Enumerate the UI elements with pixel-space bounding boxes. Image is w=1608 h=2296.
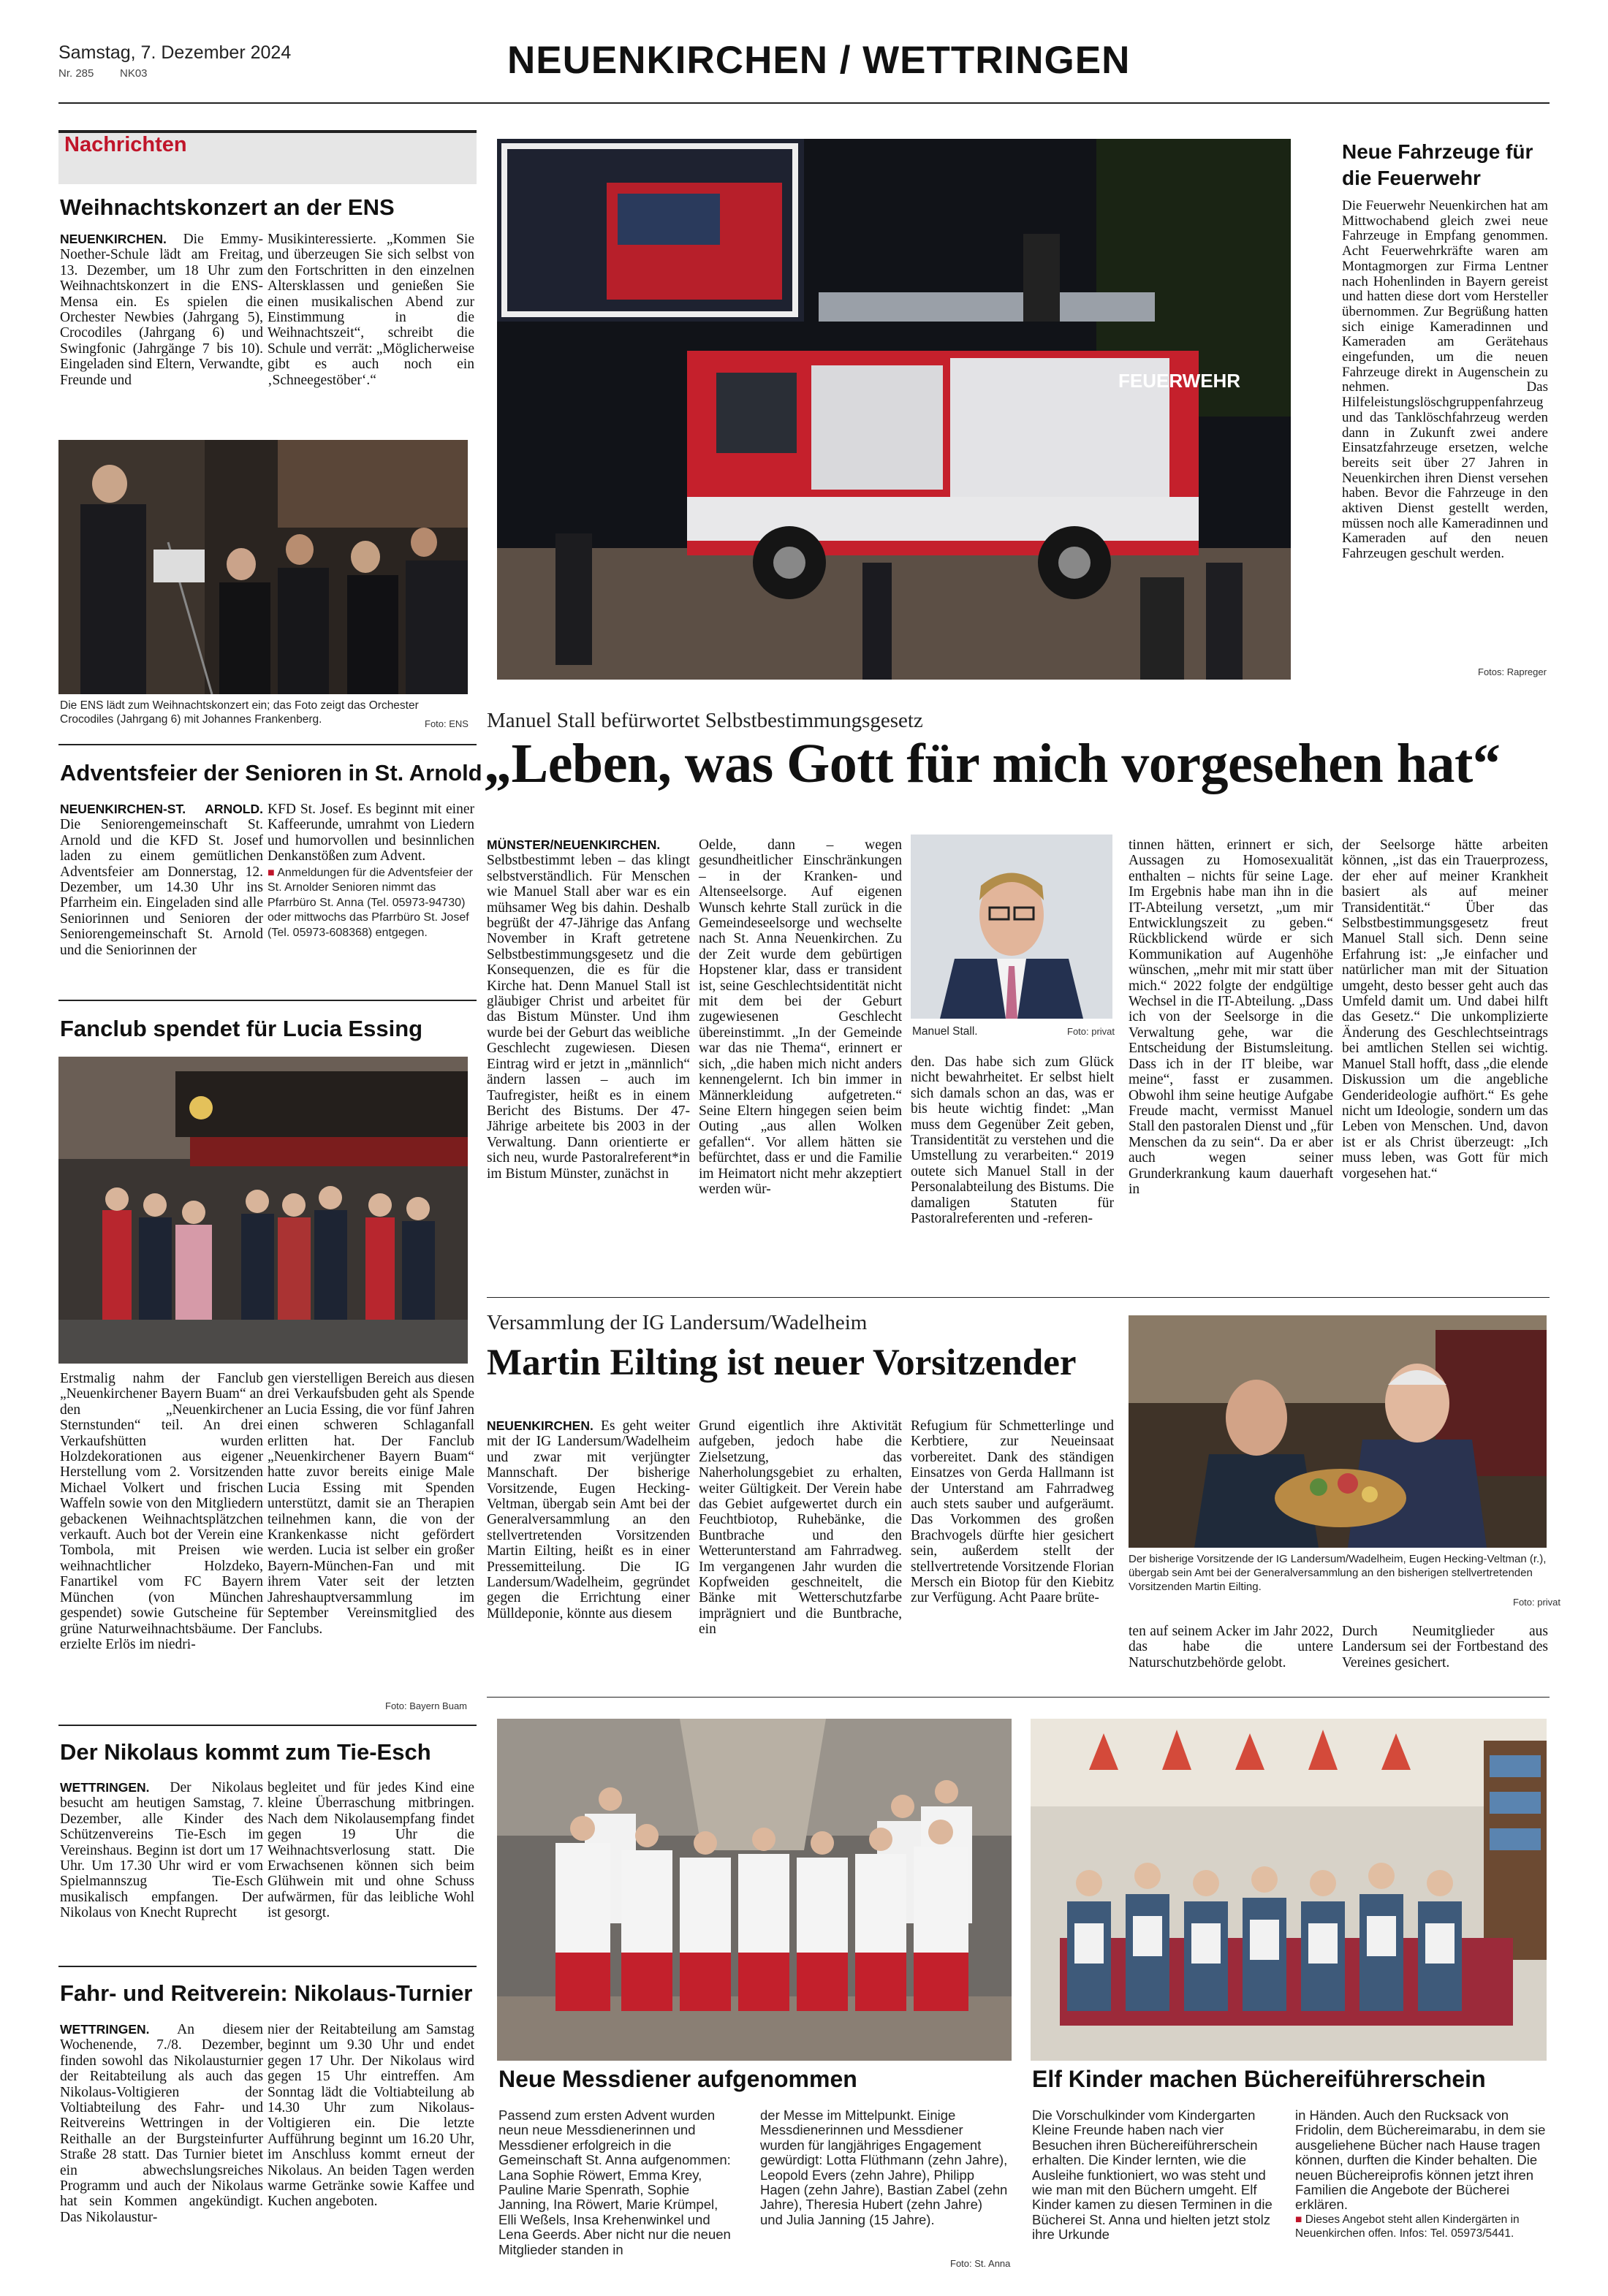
eilting-text-col5: Durch Neumitglieder aus Landersum sei der Fortbestand des Vereines gesichert.: [1342, 1624, 1548, 1670]
manuel-stall-portrait: [911, 835, 1112, 1019]
header-issue: Nr. 285: [58, 67, 94, 80]
main-kicker: Manuel Stall befürwortet Selbstbestimmungsgesetz: [487, 709, 923, 732]
buecherei-note: Dieses Angebot steht allen Kindergärten in Neuenkirchen offen. Infos: Tel. 05973/5441.: [1295, 2213, 1520, 2240]
messdiener-credit: Foto: St. Anna: [950, 2258, 1011, 2269]
feuerwehr-text: Die Feuerwehr Neuenkirchen hat am Mittwochabend gleich zwei neue Fahrzeuge in Empfang genommen. Acht Feuerwehrkräfte waren am Montagmorgen zur Firma Lentner nach Hohenlinden in Bayern gereist und hatten diese dort vom Hersteller übernommen. Zur Begrüßung hatten sich einige Kameradinnen und Kameraden am Gerätehaus eingefunden, um die neuen Fahrzeuge direkt in Augenschein zu nehmen. Das Hilfeleistungslöschgruppenfahrzeug und das Tanklöschfahrzeug werden dann in Zukunft zwei andere Einsatzfahrzeuge ersetzen, welche bereits seit über 27 Jahren in Neuenkirchen ihren Dienst versehen haben. Bevor die Fahrzeuge in den aktiven Dienst gestellt werden, müssen noch alle Kameradinnen und Kameraden auf den neuen Fahrzeugen geschult werden.: [1342, 198, 1548, 562]
main-text-col2: Oelde, dann – wegen gesundheitlicher Einschränkungen – in der Kranken- und Altenseelsorge. Auf eigenen Wunsch kehrte Stall zurück in die Gemeindeseelsorge und wechselte nach St. Anna Neuenkirchen. Zu der Zeit wurde dem gebürtigen Hopstener klar, dass er transident ist, seine Geschlechtsidentität nicht mit dem bei der Geburt zugewiesenen Geschlecht übereinstimmt. „In der Gemeinde war das nie Thema“, erinnert er sich, „die haben mich nicht anders kennengelernt. Ich bin immer in Männerkleidung aufgetreten.“ Seine Eltern hingegen seien beim Outing „aus allen Wolken gefallen“. Vor allem hätten sie befürchtet, dass er und die Familie im Heimatort nicht mehr akzeptiert werden wür-: [699, 837, 902, 1197]
main-text-col1: MÜNSTER/NEUENKIRCHEN. Selbstbestimmt leben – das klingt selbstverständlich. Für Menschen wie Manuel Stall aber war es ein mühsamer Weg bis dahin. Deshalb begrüßt der 47-Jährige das Anfang November in Kraft getretene Selbstbestimmungsgesetz und die Konsequenzen, die es für die Kirche hat. Denn Manuel Stall ist gläubiger Christ und arbeitet für das Bistum Münster. Und ihm wurde bei der Geburt das weibliche Geschlecht zugewiesen. Diesen Eintrag wird er jetzt in „männlich“ ändern lassen – auch im Taufregister, heißt es in einem Bericht des Bistums. Der 47-Jährige arbeitete bis 2003 in der Verwaltung. Dann orientierte er sich neu, wurde Pastoralreferent*in im Bistum Münster, zunächst in: [487, 837, 690, 1182]
fanclub-title: Fanclub spendet für Lucia Essing: [60, 1016, 423, 1041]
buecherei-text-col1: Die Vorschulkinder vom Kindergarten Kleine Freunde haben nach vier Besuchen ihren Büchereiführerschein erhalten. Die Kinder lernten, wie die Ausleihe funktioniert, wo was steht und wie man mit den Büchern umgeht. Elf Kinder kamen zu diesen Terminen in die Bücherei St. Anna und hielten jetzt stolz ihre Urkunde: [1032, 2107, 1273, 2243]
buecherei-photo: [1031, 1719, 1547, 2061]
fanclub-text-col2: gen vierstelligen Bereich aus diesen drei Verkaufsbuden geht als Spende an Lucia Essing, die vor fünf Jahren einen schweren Schlaganfall erlitten hat. Der Fanclub „Neuenkirchener Bayern Buam“ hatte zuvor bereits einige Male Lucia Essing mit Spenden unterstützt, damit sie an Therapien teilnehmen kann, die von der Krankenkasse nicht gefördert werden. Lucia ist selber ein großer Bayern-München-Fan und mit ihrem Vater seit der letzten Jahreshauptversammlung im September Vereinsmitglied des Fanclubs.: [268, 1371, 474, 1637]
header-edition: NK03: [120, 67, 148, 80]
reitverein-text-col1: WETTRINGEN. An diesem Wochenende, 7./8. Dezember, finden sowohl das Nikolausturnier der Reitabteilung als auch das Nikolaus-Voltigieren der Voltiabteilung des Fahr- und Reitvereins Wettringen in der Reithalle an der Burgsteinfurter Straße 28 statt. Das Turnier bietet ein abwechslungsreiches Programm und auch der Nikolaus hat sein Kommen angekündigt. Das Nikolaustur-: [60, 2022, 263, 2225]
sidebar-label: Nachrichten: [64, 133, 187, 156]
section-title: NEUENKIRCHEN / WETTRINGEN: [507, 39, 1131, 82]
sidebar-rule-3: [58, 1725, 477, 1726]
main-bottom-rule: [487, 1297, 1550, 1298]
reitverein-text-col2: nier der Reitabteilung am Samstag beginnt um 9.30 Uhr und endet gegen 17 Uhr. Der Nikolaus wird gegen 15 Uhr eintreffen. Am Sonntag lädt die Voltiabteilung ab 14.30 Uhr zum Nikolaus-Voltigieren ein. Die letzte Aufführung beginnt um 16.20 Uhr, im Anschluss kommt erneut der Nikolaus. An beiden Tagen werden warme Getränke sowie Kaffee und Kuchen angeboten.: [268, 2022, 474, 2210]
main-text-col4: tinnen hätten, erinnert er sich, Aussagen zu Homosexualität enthalten – nichts für seine Lage. Im Ergebnis habe man ihn in die IT-Abteilung versetzt, „um mir Entwicklungszeit zu geben.“ Rückblickend würde er sich Kommunikation auf Augenhöhe wünschen, „mehr mit mir statt über mich.“ 2022 folgte der endgültige Wechsel in die IT-Abteilung. „Dass ich von der Seelsorge in die Verwaltung gehe, war die Entscheidung der Bistumsleitung. Dass ich in der IT bleibe, war meine“, fasst er zusammen. Obwohl ihm seine heutige Aufgabe Freude macht, vermisst Manuel Stall den pastoralen Dienst und „für Menschen da zu sein“. Da er aber auch wegen seiner Grunderkrankung kaum dauerhaft in: [1129, 837, 1333, 1197]
advent-text-col2: KFD St. Josef. Es beginnt mit einer Kaffeerunde, umrahmt von Liedern und humorvollen und besinnlichen Denkanstößen zum Advent. ■ Anmeldungen für die Adventsfeier der St. Arnolder Senioren nimmt das Pfarrbüro St. Anna (Tel. 05973-94730) oder mittwochs das Pfarrbüro St. Josef (Tel. 05973-608368) entgegen.: [268, 802, 474, 939]
fanclub-photo-credit: Foto: Bayern Buam: [385, 1700, 467, 1711]
eilting-text-col2: Grund eigentlich ihre Aktivität aufgeben, jedoch habe die Zielsetzung, das Naherholungsgebiet zu erhalten, weiter Gültigkeit. Der Verein habe das Gebiet aufgewertet durch ein Feuchtbiotop, Ruhebänke, die Buntbrache und den Wetterunterstand am Fahrradweg. Im vergangenen Jahr wurden die Kopfweiden geschneitelt, die Bänke mit Wetterschutzfarbe imprägniert und die Buntbrache, ein: [699, 1418, 902, 1638]
feuerwehr-title: Neue Fahrzeuge für die Feuerwehr: [1342, 140, 1533, 189]
eilting-text-col3: Refugium für Schmetterlinge und Kerbtiere, zur Neueinsaat vorbereitet. Dank des ständigen Einsatzes von Gerda Hallmann ist der Unterstand am Fahrradweg auch stets sauber und aufgeräumt. Das Vorkommen des großen Brachvogels dürfte hier gesichert sein, außerdem stellt der stellvertretende Vorsitzende Florian Mersch ein Biotop für den Kiebitz zur Verfügung. Acht Paare brüte-: [911, 1418, 1114, 1606]
reitverein-title: Fahr- und Reitverein: Nikolaus-Turnier: [60, 1980, 473, 2006]
messdiener-photo: [497, 1719, 1012, 2061]
nikolaus-text-col1: WETTRINGEN. Der Nikolaus besucht am heutigen Samstag, 7. Dezember, alle Kinder des Schützenvereins Tie-Esch im Vereinshaus. Beginn ist dort um 17 Uhr. Um 17.30 Uhr wird er vom Spielmannszug Tie-Esch musikalisch empfangen. Der Nikolaus von Knecht Ruprecht: [60, 1780, 263, 1921]
main-text-col3: den. Das habe sich zum Glück nicht bewahrheitet. Er selbst hielt sich damals schon an das, was er bis heute wichtig findet: „Man muss dem Gegenüber Zeit geben, Transidentität zu verstehen und die Umstellung zu verarbeiten.“ 2019 outete sich Manuel Stall in der Personalabteilung des Bistums. Die damaligen Statuten für Pastoralreferenten und -referen-: [911, 1054, 1114, 1227]
eilting-text-col4: ten auf seinem Acker im Jahr 2022, das habe die untere Naturschutzbehörde gelobt.: [1129, 1624, 1333, 1670]
buecherei-text-col2: in Händen. Auch den Rucksack von Fridolin, dem Büchereimarabu, in dem sie ausgeliehene Bücher nach Hause tragen können, durften die Kinder behalten. Die neuen Büchereiprofis können jetzt ihren Familien die Angebote der Bücherei erklären. ■ Dieses Angebot steht allen Kindergärten in Neuenkirchen offen. Infos: Tel. 05973/5441.: [1295, 2107, 1546, 2240]
eilting-headline: Martin Eilting ist neuer Vorsitzender: [487, 1342, 1077, 1383]
buecherei-title: Elf Kinder machen Büchereiführerschein: [1032, 2066, 1486, 2092]
ens-orchestra-photo: [58, 440, 468, 694]
nikolaus-title: Der Nikolaus kommt zum Tie-Esch: [60, 1739, 431, 1765]
sidebar-rule-2: [58, 1000, 477, 1001]
ens-title: Weihnachtskonzert an der ENS: [60, 194, 395, 220]
note-marker-icon: ■: [1295, 2213, 1302, 2226]
ens-text-col2: Musikinteressierte. „Kommen Sie und überzeugen Sie sich selbst von den Fortschritten in den einzelnen Altersklassen und genießen Sie einen musikalischen Abend zur Einstimmung in die Weihnachtszeit“, schreibt die Schule und verrät: „Möglicherweise gibt es auch noch ein ‚Schneegestöber‘.“: [268, 232, 474, 388]
ens-photo-credit: Foto: ENS: [425, 718, 469, 729]
fanclub-group-photo: [58, 1057, 468, 1364]
main-photo-caption: Manuel Stall.: [912, 1025, 978, 1038]
fanclub-text-col1: Erstmalig nahm der Fanclub „Neuenkirchener Bayern Buam“ an den „Neuenkirchener Sternstunden“ teil. An drei Verkaufshütten wurden Holzdekorationen aus eigener Herstellung vom 2. Vorsitzenden Michael Volkert und frischen Waffeln sowie von den Mitgliedern gebackenen Weihnachtsplätzchen verkauft. Auch bot der Verein eine Tombola, mit Preisen wie weihnachtlicher Holzdeko, Fanartikel vom FC Bayern München (von München gespendet) sowie Gutscheine für grüne Naturweihnachtsbäume. Der erzielte Erlös im niedri-: [60, 1371, 263, 1652]
main-headline: „Leben, was Gott für mich vorgesehen hat“: [484, 733, 1501, 794]
sidebar-rule-1: [58, 744, 477, 745]
advent-note: Anmeldungen für die Adventsfeier der St. Arnolder Senioren nimmt das Pfarrbüro St. Anna (Tel. 05973-94730) oder mittwochs das Pfarrbüro St. Josef (Tel. 05973-608368) entgegen.: [268, 866, 473, 939]
header-date: Samstag, 7. Dezember 2024: [58, 42, 292, 63]
advent-text-col1: NEUENKIRCHEN-ST. ARNOLD. Die Seniorengemeinschaft St. Arnold und die KFD St. Josef laden zu einem gemütlichen Adventsfeier am Donnerstag, 12. Dezember, um 14.30 Uhr ins Pfarrheim ein. Eingeladen sind alle Seniorinnen und Senioren der Seniorengemeinschaft St. Arnold und die Seniorinnen der: [60, 802, 263, 958]
messdiener-text-col2: der Messe im Mittelpunkt. Einige Messdienerinnen und Messdiener wurden für langjähriges Engagement gewürdigt: Lotta Flüthmann (zehn Jahre), Leopold Evers (zehn Jahre), Philipp Hagen (zehn Jahre), Bastian Zabel (zehn Jahre), Theresia Hubert (zehn Jahre) und Julia Janning (15 Jahre).: [760, 2107, 1008, 2227]
eilting-photo-caption: Der bisherige Vorsitzende der IG Landersum/Wadelheim, Eugen Hecking-Veltman (r.), übergab sein Amt bei der Generalversammlung an den bisherigen stellvertretenden Vorsitzenden Martin Eilting.: [1129, 1553, 1547, 1593]
advent-title: Adventsfeier der Senioren in St. Arnold: [60, 760, 482, 786]
main-text-col5: der Seelsorge hätte arbeiten können, „ist das ein Trauerprozess, der eher auf meiner Krankheit basiert als auf meiner Transidentität.“ Über das Selbstbestimmungsgesetz freut Manuel Stall sich. Denn seine Erfahrung ist: „Je einfacher und natürlicher man mit der Situation umgeht, desto besser geht auch das Umfeld damit um. Und dabei hilft das Gesetz.“ Die unkomplizierte Änderung des Geschlechtseintrags bei amtlichen Stellen sei wichtig. Manuel Stall hofft, dass „die elende Diskussion um die angebliche Genderideologie aufhört.“ Es gehe nicht um Ideologie, sondern um das Leben von Menschen. Und, davon ist er als Christ überzeugt: „Ich muss leben, was Gott für mich vorgesehen hat.“: [1342, 837, 1548, 1182]
eilting-text-col1: NEUENKIRCHEN. Es geht weiter mit der IG Landersum/Wadelheim und zwar mit verjüngter Mannschaft. Der bisherige Vorsitzende, Eugen Hecking-Veltman, übergab sein Amt bei der Generalversammlung an den stellvertretenden Vorsitzenden Martin Eilting, heißt es in einer Pressemitteilung. Die IG Landersum/Wadelheim, gegründet gegen die Errichtung einer Mülldeponie, könnte aus diesem: [487, 1418, 691, 1622]
nikolaus-text-col2: begleitet und für jedes Kind eine kleine Überraschung mitbringen. Nach dem Nikolausempfang findet gegen 19 Uhr die Weihnachtsverlosung statt. Die Erwachsenen können sich beim Glühwein mit und ohne Schuss aufwärmen, für das leibliche Wohl ist gesorgt.: [268, 1780, 474, 1921]
eilting-kicker: Versammlung der IG Landersum/Wadelheim: [487, 1311, 868, 1334]
ens-text-col1: NEUENKIRCHEN. Die Emmy-Noether-Schule lädt am Freitag, 13. Dezember, um 18 Uhr zum Weihnachtskonzert in die ENS-Mensa ein. Es spielen die Orchester Newbies (Jahrgang 5), Crocodiles (Jahrgang 6) und Swingfonic (Jahrgänge 7 bis 10). Eingeladen sind Eltern, Verwandte, Freunde und: [60, 232, 263, 388]
eilting-photo-credit: Foto: privat: [1513, 1597, 1561, 1608]
eilting-bottom-rule: [487, 1697, 1550, 1698]
ens-photo-caption: Die ENS lädt zum Weihnachtskonzert ein; das Foto zeigt das Orchester Crocodiles (Jahrgang 6) mit Johannes Frankenberg.: [60, 699, 419, 726]
messdiener-title: Neue Messdiener aufgenommen: [498, 2066, 857, 2092]
sidebar-rule-4: [58, 1966, 477, 1967]
feuerwehr-photo: [497, 139, 1291, 680]
eilting-photo: [1129, 1315, 1547, 1548]
main-photo-credit: Foto: privat: [1067, 1026, 1115, 1037]
header-rule: [58, 102, 1550, 104]
messdiener-text-col1: Passend zum ersten Advent wurden neun neue Messdienerinnen und Messdiener erfolgreich in die Gemeinschaft St. Anna aufgenommen: Lana Sophie Röwert, Emma Krey, Pauline Marie Spenrath, Sophie Janning, Ina Röwert, Marie Krümpel, Elli Weßels, Insa Krehenwinkel und Lena Geerds. Aber nicht nur die neuen Mitglieder standen in: [498, 2107, 731, 2257]
truck-label: FEUERWEHR: [1118, 370, 1241, 392]
feuerwehr-credit: Fotos: Rapreger: [1478, 666, 1547, 677]
note-marker-icon: ■: [268, 866, 275, 879]
